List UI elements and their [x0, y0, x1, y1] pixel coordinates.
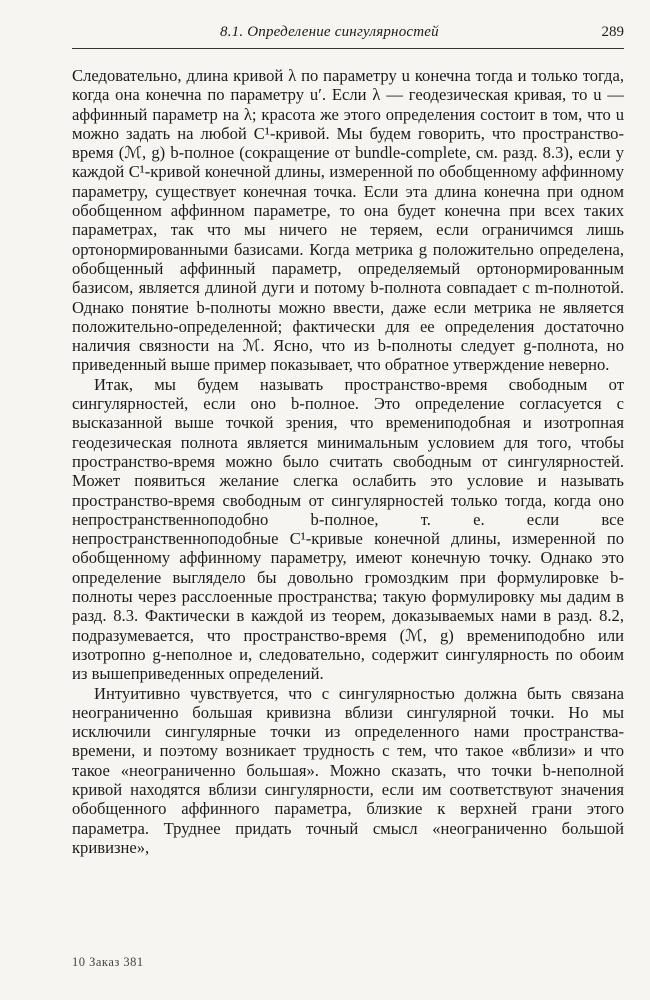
page-header [72, 22, 624, 49]
page-body [72, 66, 624, 857]
paragraph-1: Следовательно, длина кривой λ по параметру u конечна тогда и только тогда, когда она конечна по параметру u′. Если λ — геодезическая кривая, то u — аффинный параметр на λ; красота же этого определения состоит в том, что u можно задать на любой C¹-кривой. Мы будем говорить, что пространство-время (ℳ, g) b-полное (сокращение от bundle-complete, см. разд. 8.3), если у каждой C¹-кривой конечной длины, измеренной по обобщенному аффинному параметру, существует конечная точка. Если эта длина конечна при одном обобщенном аффинном параметре, то она будет конечна при всех таких параметрах, так что мы ничего не теряем, если ограничимся лишь ортонормированными базисами. Когда метрика g положительно определена, обобщенный аффинный параметр, определяемый ортонормированным базисом, является длиной дуги и потому b-полнота совпадает с m-полнотой. Однако понятие b-полноты можно ввести, даже если метрика не является положительно-определенной; фактически для ее определения достаточно наличия связности на ℳ. Ясно, что из b-полноты следует g-полнота, но приведенный выше пример показывает, что обратное утверждение неверно. [72, 66, 624, 375]
running-title: 8.1. Определение сингулярностей [220, 24, 439, 40]
printer-signature: 10 Заказ 381 [72, 955, 144, 969]
paragraph-2: Итак, мы будем называть пространство-время свободным от сингулярностей, если оно b-полное. Это определение согласуется с высказанной выше точкой зрения, что времениподобная и изотропная геодезическая полнота является минимальным условием для того, чтобы пространство-время можно было считать свободным от сингулярностей. Может появиться желание слегка ослабить это условие и называть пространство-время свободным от сингулярностей только тогда, когда оно непространственноподобно b-полное, т. е. если все непространственноподобные C¹-кривые конечной длины, измеренной по обобщенному аффинному параметру, имеют конечную точку. Однако это определение выглядело бы довольно громоздким при формулировке b-полноты через расслоенные пространства; такую формулировку мы дадим в разд. 8.3. Фактически в каждой из теорем, доказываемых нами в разд. 8.2, подразумевается, что пространство-время (ℳ, g) времениподобно или изотропно g-неполное и, следовательно, содержит сингулярность по обоим из вышеприведенных определений. [72, 374, 624, 684]
paragraph-3: Интуитивно чувствуется, что с сингулярностью должна быть связана неограниченно большая кривизна вблизи сингулярной точки. Но мы исключили сингулярные точки из определенного нами пространства-времени, и поэтому возникает трудность с тем, что такое «вблизи» и что такое «неограниченно большая». Можно сказать, что точки b-неполной кривой находятся вблизи сингулярности, если им соответствуют значения обобщенного аффинного параметра, близкие к верхней грани этого параметра. Труднее придать точный смысл «неограниченно большой кривизне», [72, 683, 624, 857]
page-number: 289 [601, 24, 624, 40]
